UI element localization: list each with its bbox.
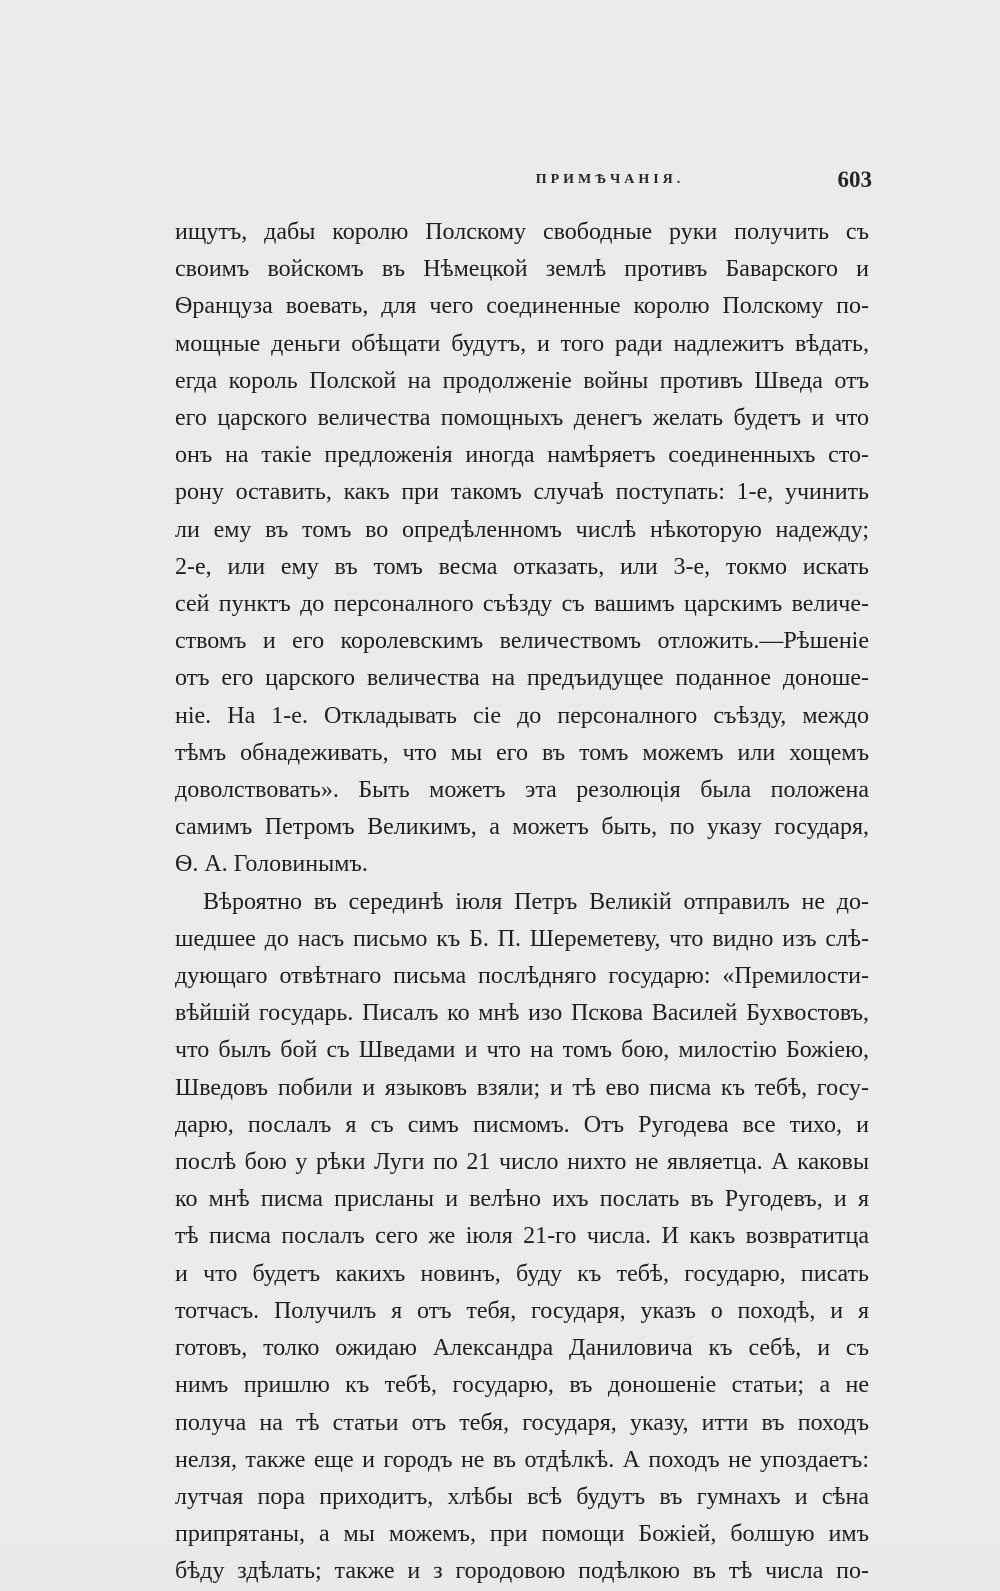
text-line: Ѳ. А. Головинымъ. (175, 851, 368, 878)
text-line: мощные деньги обѣщати будутъ, и того ради надлежитъ вѣдать, (175, 330, 869, 357)
text-line: дарю, послалъ я съ симъ писмомъ. Отъ Ругодева все тихо, и (175, 1111, 869, 1138)
text-line: онъ на такіе предложенія иногда намѣряетъ соединенныхъ сто- (175, 442, 869, 469)
text-line: ствомъ и его королевскимъ величествомъ отложить.—Рѣшеніе (175, 628, 869, 655)
text-line: что былъ бой съ Шведами и что на томъ бою, милостію Божіею, (175, 1037, 869, 1064)
text-line: тотчасъ. Получилъ я отъ тебя, государя, указъ о походѣ, и я (175, 1297, 869, 1324)
text-line: самимъ Петромъ Великимъ, а можетъ быть, по указу государя, (175, 814, 869, 841)
text-line: получа на тѣ статьи отъ тебя, государя, указу, итти въ походъ (175, 1409, 869, 1436)
text-line: его царского величества помощныхъ денегъ желать будетъ и что (175, 405, 869, 432)
text-line: ищутъ, дабы королю Полскому свободные руки получить съ (175, 219, 869, 245)
text-line: вѣйшій государь. Писалъ ко мнѣ изо Пскова Василей Бухвостовъ, (175, 1000, 869, 1027)
text-line: нелзя, также еще и городъ не въ отдѣлкѣ. А походъ не упоздаетъ: (175, 1446, 869, 1473)
text-line: Шведовъ побили и языковъ взяли; и тѣ ево писма къ тебѣ, госу- (175, 1074, 869, 1101)
text-line: припрятаны, а мы можемъ, при помощи Божіей, болшую имъ (175, 1521, 869, 1548)
text-line: сей пунктъ до персоналного съѣзду съ вашимъ царскимъ величе- (175, 591, 869, 618)
text-line: егда король Полской на продолженіе войны противъ Шведа отъ (175, 367, 869, 394)
text-line: тѣ писма послалъ сего же іюля 21-го числа. И какъ возвратитца (175, 1223, 869, 1250)
running-head: ПРИМѢЧАНІЯ. (535, 172, 685, 187)
text-line: нимъ пришлю къ тебѣ, государю, въ доношеніе статьи; а не (175, 1372, 869, 1399)
text-line: дующаго отвѣтнаго письма послѣдняго государю: «Премилости- (175, 963, 869, 990)
text-line: послѣ бою у рѣки Луги по 21 число нихто не являетца. А каковы (175, 1149, 869, 1176)
text-line: доволствовать». Быть можетъ эта резолюція была положена (175, 777, 869, 804)
text-line: отъ его царского величества на предъидущее поданное доноше- (175, 665, 869, 692)
text-line: готовъ, толко ожидаю Александра Даниловича къ себѣ, и съ (175, 1335, 869, 1362)
text-line: 2-е, или ему въ томъ весма отказать, или 3-е, токмо искать (175, 553, 869, 580)
text-line: рону оставить, какъ при такомъ случаѣ поступать: 1-е, учинить (175, 479, 869, 506)
paragraph-start-line: Вѣроятно въ серединѣ іюля Петръ Великій отправилъ не до- (203, 888, 869, 915)
main-text (175, 214, 869, 1591)
text-line: шедшее до насъ письмо къ Б. П. Шереметеву, что видно изъ слѣ- (175, 925, 869, 952)
page-header (175, 160, 875, 200)
text-line: бѣду здѣлать; также и з городовою подѣлкою въ тѣ числа по- (175, 1558, 869, 1585)
text-line: Ѳранцуза воевать, для чего соединенные королю Полскому по- (175, 293, 869, 320)
text-line: лутчая пора приходитъ, хлѣбы всѣ будутъ въ гумнахъ и сѣна (175, 1483, 869, 1510)
text-line: ли ему въ томъ во опредѣленномъ числѣ нѣкоторую надежду; (175, 516, 869, 543)
text-line: и что будетъ какихъ новинъ, буду къ тебѣ, государю, писать (175, 1260, 869, 1287)
text-line: своимъ войскомъ въ Нѣмецкой землѣ противъ Баварского и (175, 256, 869, 283)
text-line: тѣмъ обнадеживать, что мы его въ томъ можемъ или хощемъ (175, 739, 869, 766)
text-line: ко мнѣ писма присланы и велѣно ихъ послать въ Ругодевъ, и я (175, 1186, 869, 1213)
page-number: 603 (837, 167, 872, 192)
text-line: ніе. На 1-е. Откладывать сіе до персоналного съѣзду, междо (175, 702, 869, 729)
